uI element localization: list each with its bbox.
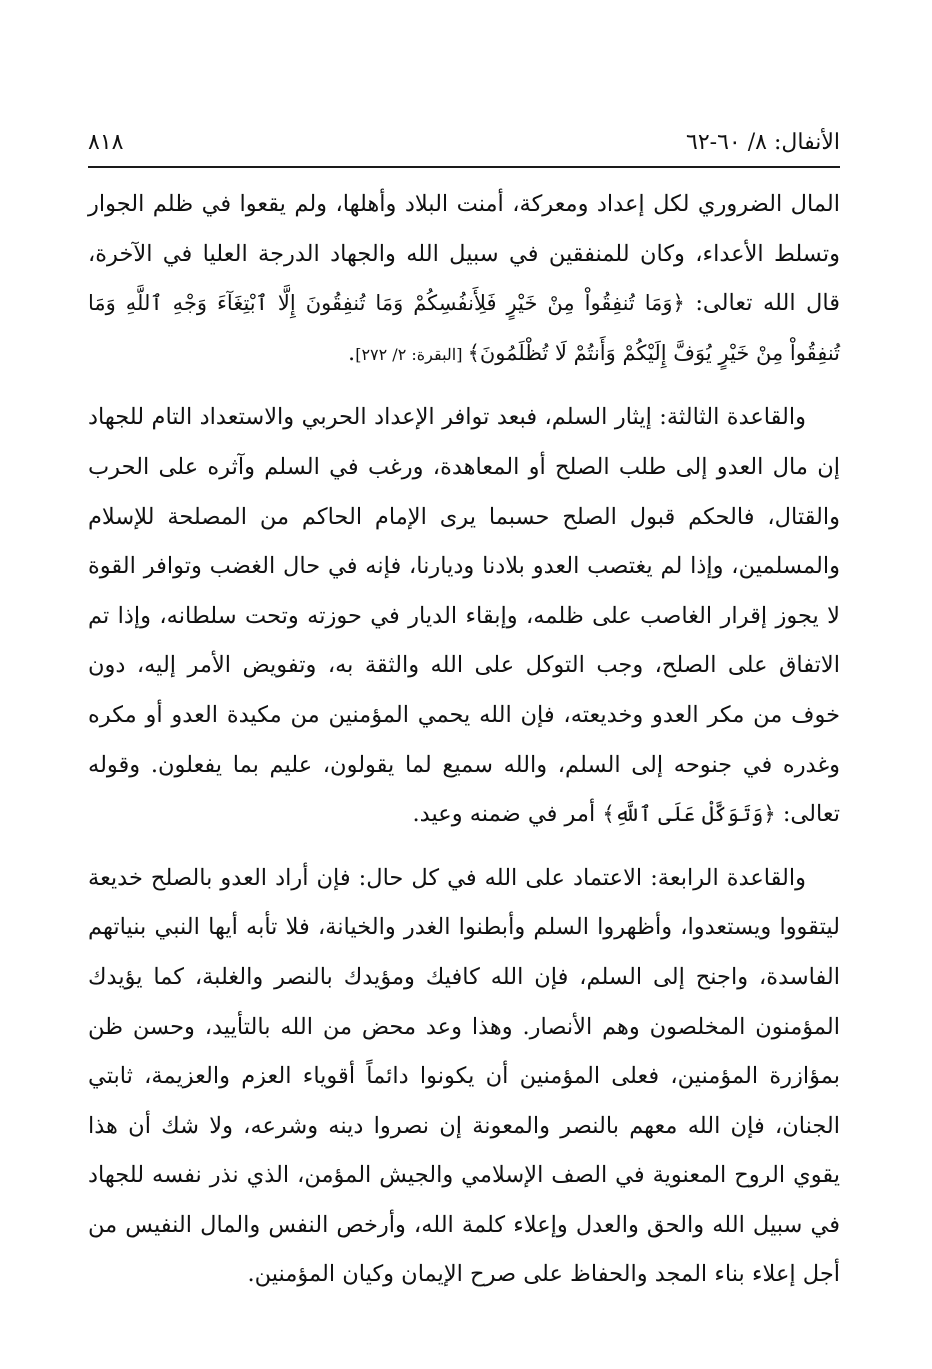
page-number: ٨١٨ [88, 129, 124, 155]
text-segment: والقاعدة الثالثة: إيثار السلم، فبعد توافر الإعداد الحربي والاستعداد التام للجهاد إن مال العدو إلى طلب الصلح أو المعاهدة، ورغب في السلم وآثره على الحرب والقتال، فالحكم قبول الصلح حسبما يرى الإمام الحاكم من المصلحة للإسلام والمسلمين، وإذا لم يغتصب العدو بلادنا وديارنا، فإنه في حال الغضب وتوافر القوة لا يجوز إقرار الغاصب على ظلمه، وإبقاء الديار في حوزته وتحت سلطانه، وإذا تم الاتفاق على الصلح، وجب التوكل على الله والثقة به، وتفويض الأمر إليه، دون خوف من مكر العدو وخديعته، فإن الله يحمي المؤمنين من مكيدة العدو أو مكره وغدره في جنوحه إلى السلم، والله سميع لما يقولون، عليم بما يفعلون. وقوله تعالى: [88, 404, 840, 828]
text-segment: والقاعدة الرابعة: الاعتماد على الله في كل حال: فإن أراد العدو بالصلح خديعة ليتقووا ويستعدوا، وأظهروا السلم وأبطنوا الغدر والخيانة، فلا تأبه أيها النبي بنياتهم الفاسدة، واجنح إلى السلم، فإن الله كافيك ومؤيدك بالنصر والغلبة، كما يؤيدك المؤمنون المخلصون وهم الأنصار. وهذا وعد محض من الله بالتأييد، وحسن ظن بمؤازرة المؤمنين، فعلى المؤمنين أن يكونوا دائماً أقوياء العزم والعزيمة، ثابتي الجنان، فإن الله معهم بالنصر والمعونة إن نصروا دينه وشرعه، ولا شك أن هذا يقوي الروح المعنوية في الصف الإسلامي والجيش المؤمن، الذي نذر نفسه للجهاد في سبيل الله والحق والعدل وإعلاء كلمة الله، وأرخص النفس والمال النفيس من أجل إعلاء بناء المجد والحفاظ على صرح الإيمان وكيان المؤمنين. [88, 864, 840, 1288]
text-segment: أمر في ضمنه وعيد. [412, 801, 603, 828]
quran-verse: ﴿وَتَوَكَّلْ عَلَى ٱللَّهِ﴾ [602, 802, 776, 827]
text-segment: . [348, 339, 356, 366]
paragraph-fourth-rule [88, 854, 840, 1300]
surah-reference: الأنفال: ٨/ ٦٠-٦٢ [686, 129, 840, 155]
page-body [88, 180, 840, 1314]
quran-verse: ﴿وَمَا تُنفِقُواْ مِنْ خَيْرٍ فَلِأَنفُسِكُمْ وَمَا تُنفِقُونَ إِلَّا ٱبْتِغَآءَ وَجْهِ ٱللَّهِ وَمَا تُنفِقُواْ مِنْ خَيْرٍ يُوَفَّ إِلَيْكُمْ وَأَنتُمْ لَا تُظْلَمُونَ﴾ [88, 291, 840, 365]
page-header [88, 122, 840, 162]
text-segment: المال الضروري لكل إعداد ومعركة، أمنت البلاد وأهلها، ولم يقعوا في ظلم الجوار وتسلط الأعداء، وكان للمنفقين في سبيل الله والجهاد الدرجة العليا في الآخرة، قال الله تعالى: [88, 191, 840, 317]
header-divider [88, 166, 840, 168]
paragraph-third-rule [88, 393, 840, 839]
verse-reference: [البقرة: ٢/ ٢٧٢] [355, 344, 468, 364]
paragraph-intro [88, 180, 840, 379]
